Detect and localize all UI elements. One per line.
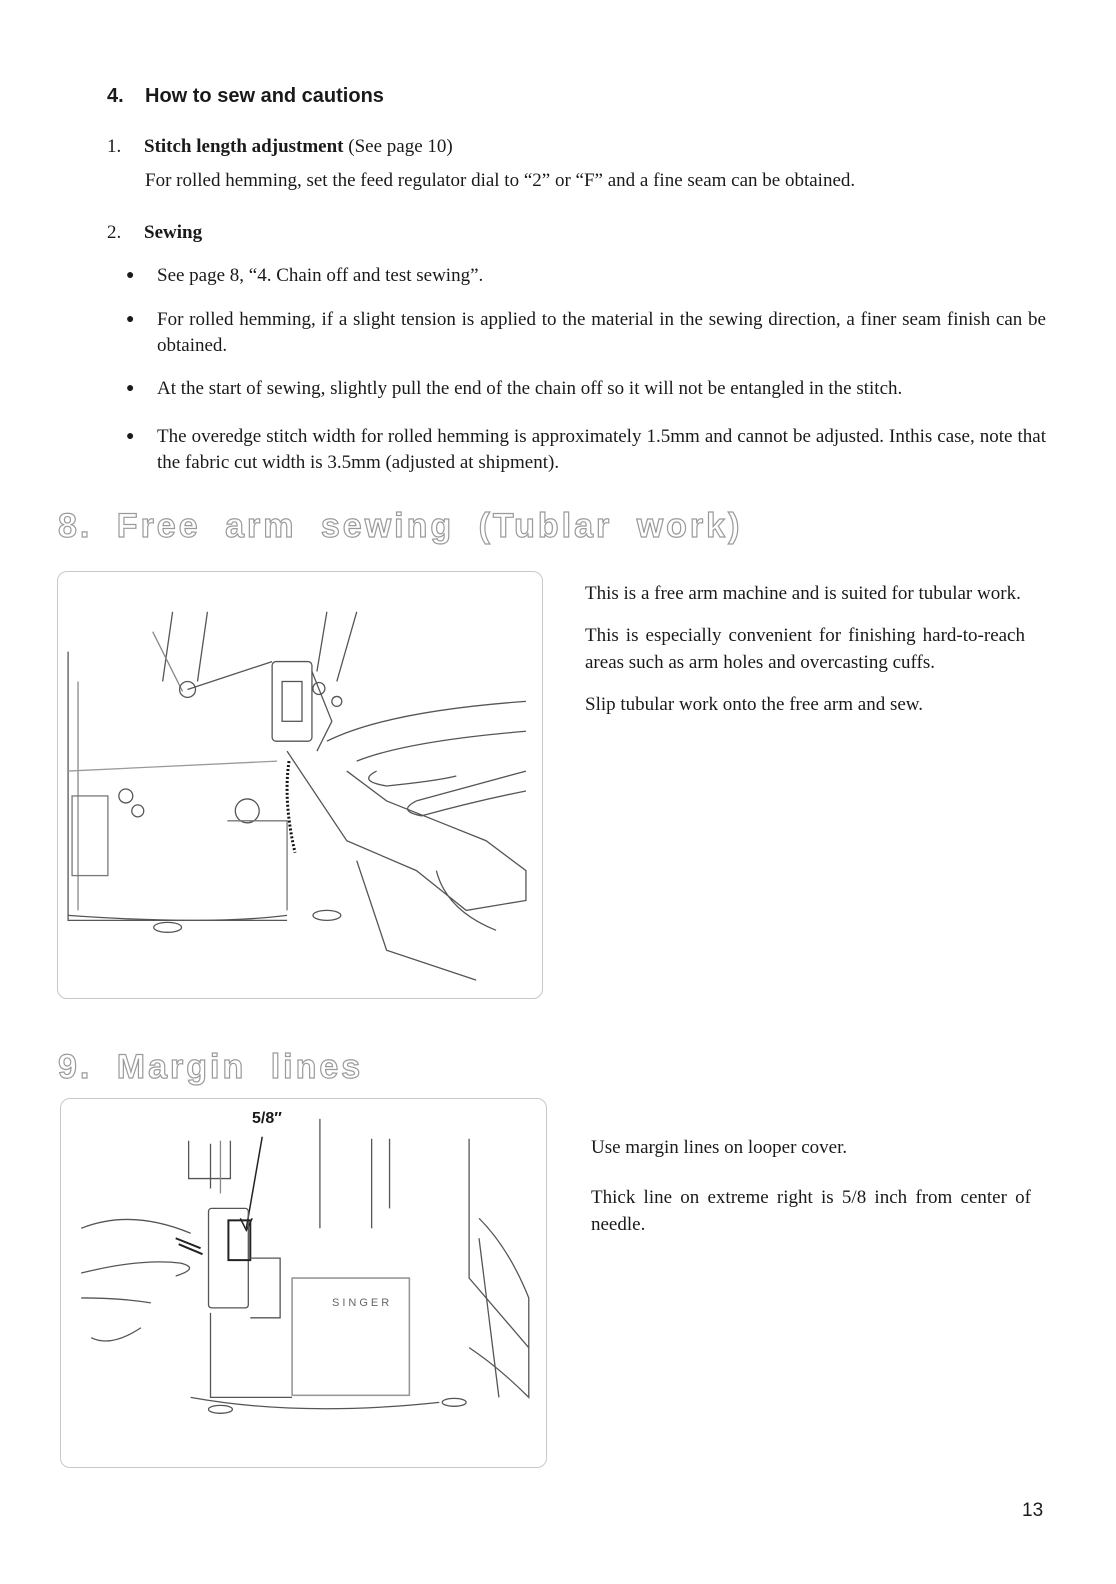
free-arm-illustration (57, 571, 543, 999)
section-9-paragraph: Thick line on extreme right is 5/8 inch from center of needle. (591, 1187, 1031, 1235)
bullet-text: See page 8, “4. Chain off and test sewing”. (157, 265, 484, 286)
brand-label: SINGER (332, 1297, 393, 1309)
section-9-paragraph: Use margin lines on looper cover. (591, 1137, 848, 1158)
margin-lines-illustration (60, 1098, 547, 1468)
section-9-title: 9. Margin lines (58, 1048, 364, 1086)
item-1-title: Stitch length adjustment (144, 136, 344, 157)
section-8-text (585, 580, 1025, 733)
bullet-text: The overedge stitch width for rolled hemming is approximately 1.5mm and cannot be adjusted. Inthis case, note that the fabric cut width is 3.5mm (adjusted at shipment). (157, 426, 1046, 473)
item-1-ref: (See page 10) (348, 136, 453, 157)
item-1-body: For rolled hemming, set the feed regulator dial to “2” or “F” and a fine seam can be obtained. (145, 170, 856, 191)
item-2-number: 2. (107, 222, 122, 243)
section-9-text (591, 1134, 1031, 1253)
section-number: 4. (107, 85, 124, 107)
bullet-icon: ● (126, 429, 135, 444)
section-8-paragraph: This is especially convenient for finishing hard-to-reach areas such as arm holes and overcasting cuffs. (585, 625, 1025, 673)
item-1-heading (107, 136, 453, 158)
bullet-item (126, 376, 1046, 402)
bullet-text: At the start of sewing, slightly pull the end of the chain off so it will not be entangled in the stitch. (157, 378, 903, 399)
section-heading (107, 85, 384, 108)
item-2-heading (107, 222, 202, 244)
bullet-item (126, 424, 1046, 476)
bullet-text: For rolled hemming, if a slight tension is applied to the material in the sewing direction, a finer seam finish can be obtained. (157, 309, 1046, 356)
item-1-number: 1. (107, 136, 122, 157)
section-8-paragraph: This is a free arm machine and is suited for tubular work. (585, 583, 1021, 604)
section-8-title: 8. Free arm sewing (Tublar work) (58, 507, 743, 545)
bullet-item (126, 307, 1046, 359)
page-number: 13 (1022, 1500, 1044, 1521)
bullet-item (126, 263, 1046, 289)
section-8-paragraph: Slip tubular work onto the free arm and sew. (585, 694, 924, 715)
item-2-title: Sewing (144, 222, 203, 243)
bullet-icon: ● (126, 268, 135, 283)
bullet-icon: ● (126, 381, 135, 396)
bullet-icon: ● (126, 312, 135, 327)
measurement-label: 5/8″ (252, 1110, 282, 1127)
section-title: How to sew and cautions (145, 85, 384, 107)
